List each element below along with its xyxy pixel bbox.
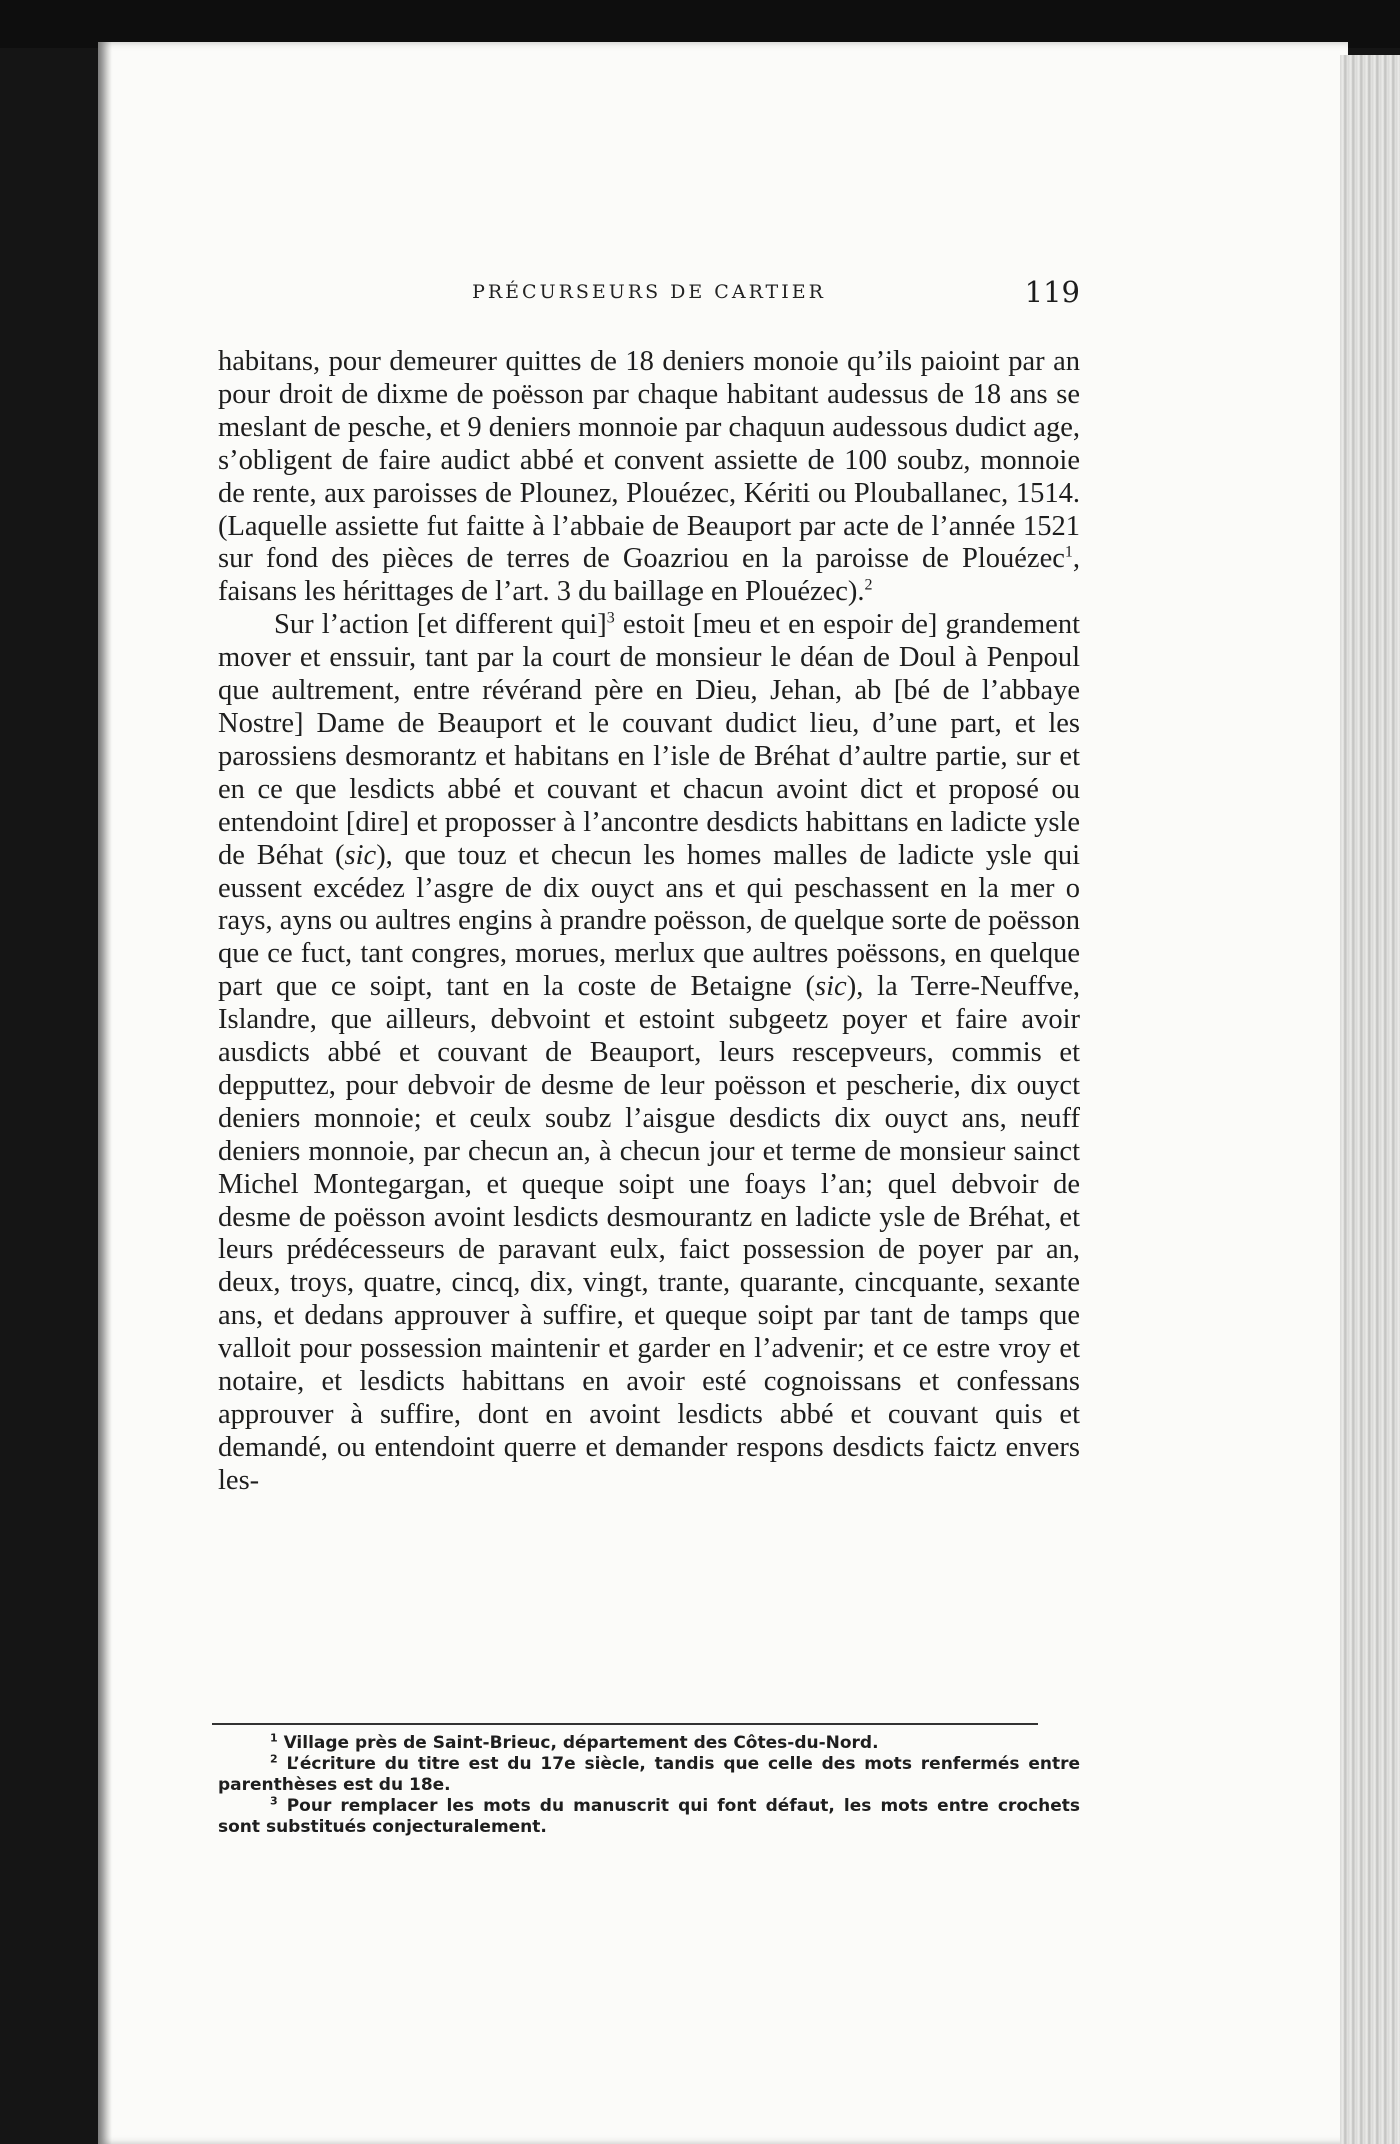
running-head — [218, 275, 1080, 311]
footnote — [218, 1796, 1080, 1838]
footnote-marker: 2 — [270, 1752, 278, 1766]
footnote-text: L’écriture du titre est du 17e siècle, tandis que celle des mots renfermés entre parenthèses est du 18e. — [218, 1754, 1080, 1795]
text-run: estoit [meu et en espoir de] grandement mover et enssuir, tant par la court de monsieur le déan de Doul à Penpoul que aultrement, entre révérand père en Dieu, Jehan, ab [bé de l’abbaye Nostre] Dame de Beauport et le couvant dudict lieu, d’une part, et les parossiens desmorantz et habitans en l’isle de Bréhat d’aultre partie, sur et en ce que lesdicts abbé et couvant et chacun avoint dict et proposé ou entendoint [dire] et proposser à l’ancontre desdicts habittans en ladicte ysle de Béhat ( — [218, 609, 1080, 871]
footnote-reference: 3 — [606, 609, 615, 627]
footnote-marker: 1 — [270, 1731, 278, 1745]
spine-shadow — [98, 42, 112, 2144]
paragraph — [218, 609, 1080, 1497]
running-title: PRÉCURSEURS DE CARTIER — [472, 281, 826, 303]
page-number: 119 — [1024, 275, 1080, 309]
page-edges — [1340, 55, 1400, 2144]
footnote-reference: 1 — [1064, 543, 1073, 561]
text-run: habitans, pour demeurer quittes de 18 deniers monoie qu’ils paioint par an pour droit de dixme de poësson par chaque habitant audessus de 18 ans se meslant de pesche, et 9 deniers monnoie par chaquun audessous dudict age, s’obligent de faire audict abbé et convent assiette de 100 soubz, monnoie de rente, aux paroisses de Plounez, Plouézec, Kériti ou Plouballanec, 1514. (Laquelle assiette fut faitte à l’abbaie de Beauport par acte de l’année 1521 sur fond des pièces de terres de Goazriou en la paroisse de Plouézec — [218, 346, 1080, 575]
italic-text: sic — [815, 971, 847, 1003]
text-run: ), la Terre-Neuffve, Islandre, que ailleurs, debvoint et estoint subgeetz poyer et faire avoir ausdicts abbé et couvant de Beauport, leurs rescepveurs, commis et depputtez, pour debvoir de desme de leur poësson et pescherie, dix ouyct deniers monnoie; et ceulx soubz l’aisgue desdicts dix ouyct ans, neuff deniers monnoie, par checun an, à checun jour et terme de monsieur sainct Michel Montegargan, et queque soipt une foays l’an; quel debvoir de desme de poësson avoint lesdicts desmourantz en ladicte ysle de Bréhat, et leurs prédécesseurs de paravant eulx, faict possession de poyer par an, deux, troys, quatre, cincq, dix, vingt, trante, quarante, cincquante, sexante ans, et dedans approuver à suffire, et queque soipt par tant de tamps que valloit pour possession maintenir et garder en l’advenir; et ce estre vroy et notaire, et lesdicts habittans en avoir esté cognoissans et confessans approuver à suffire, dont en avoint lesdicts abbé et couvant quis et demandé, ou entendoint querre et demander respons desdicts faictz envers les- — [218, 971, 1080, 1496]
footnote-text: Pour remplacer les mots du manuscrit qui font défaut, les mots entre crochets sont substitués conjecturalement. — [218, 1796, 1080, 1837]
scan-border — [0, 0, 1400, 48]
text-run: ), que touz et checun les homes malles de ladicte ysle qui eussent excédez l’asgre de dix ouyct ans et qui peschassent en la mer o rays, ayns ou aultres engins à prandre poësson, de quelque sorte de poësson que ce fuct, tant congres, morues, merlux que aultres poëssons, en quelque part que ce soipt, tant en la coste de Betaigne ( — [218, 839, 1080, 1003]
footnote — [218, 1754, 1080, 1796]
italic-text: sic — [344, 839, 377, 871]
text-run: , faisans les hérittages de l’art. 3 du baillage en Plouézec). — [218, 543, 1080, 608]
body-text — [218, 346, 1080, 1498]
footnote-rule — [212, 1723, 1038, 1725]
footnote-reference: 2 — [864, 576, 873, 594]
text-run: Sur l’action [et different qui] — [274, 609, 607, 641]
paragraph — [218, 346, 1080, 609]
footnote — [218, 1733, 1080, 1754]
footnote-text: Village près de Saint-Brieuc, département des Côtes-du-Nord. — [277, 1733, 879, 1753]
footnote-marker: 3 — [270, 1794, 278, 1808]
footnotes — [218, 1733, 1080, 1838]
